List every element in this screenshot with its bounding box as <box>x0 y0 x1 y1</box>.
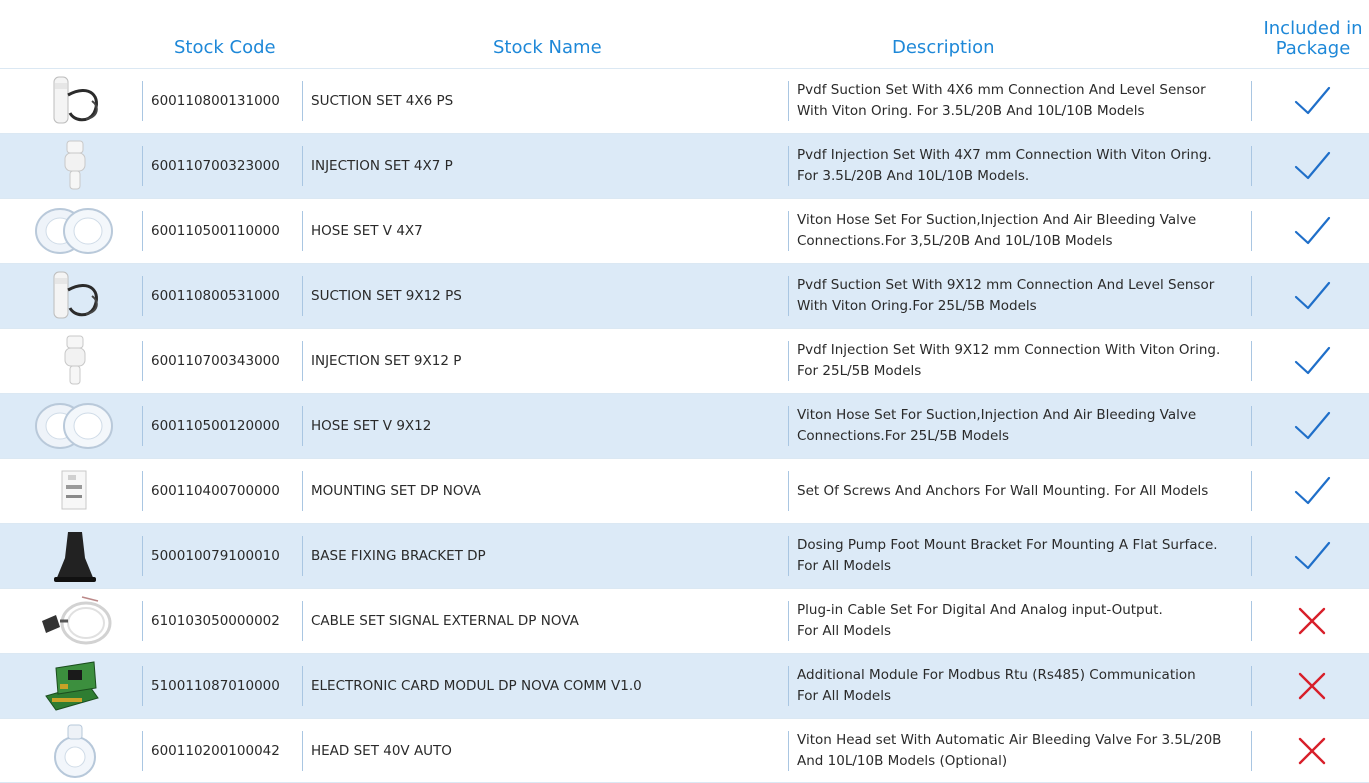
electronic-card-image <box>30 658 120 714</box>
header-stock-name: Stock Name <box>493 37 602 58</box>
header-description: Description <box>892 37 995 58</box>
description-line2: For All Models <box>797 688 891 704</box>
column-divider <box>788 341 789 381</box>
suction-set-image <box>30 73 120 129</box>
column-divider <box>1251 666 1252 706</box>
column-divider <box>1251 81 1252 121</box>
cross-icon <box>1293 667 1331 705</box>
check-icon <box>1293 537 1331 575</box>
column-divider <box>302 276 303 316</box>
stock-code: 600110700343000 <box>151 353 280 369</box>
description-line2: Connections.For 3,5L/20B And 10L/10B Models <box>797 233 1113 249</box>
description <box>797 199 1249 263</box>
stock-name: CABLE SET SIGNAL EXTERNAL DP NOVA <box>311 613 579 629</box>
column-divider <box>302 341 303 381</box>
stock-code: 600110500110000 <box>151 223 280 239</box>
description <box>797 589 1249 653</box>
table-row <box>0 588 1369 653</box>
stock-name: INJECTION SET 4X7 P <box>311 158 453 174</box>
header-included-line1: Included in <box>1263 18 1363 39</box>
description-line1: Plug-in Cable Set For Digital And Analog input-Output. <box>797 602 1163 618</box>
description-line2: And 10L/10B Models (Optional) <box>797 753 1008 769</box>
column-divider <box>788 471 789 511</box>
column-divider <box>788 406 789 446</box>
suction-set-image <box>30 268 120 324</box>
stock-name: SUCTION SET 4X6 PS <box>311 93 454 109</box>
column-divider <box>1251 601 1252 641</box>
check-icon <box>1293 407 1331 445</box>
description-line2: For All Models <box>797 623 891 639</box>
description-line2: For 3.5L/20B And 10L/10B Models. <box>797 168 1030 184</box>
column-divider <box>1251 406 1252 446</box>
table-row <box>0 198 1369 263</box>
column-divider <box>302 146 303 186</box>
column-divider <box>142 536 143 576</box>
cross-icon <box>1293 732 1331 770</box>
accessory-table <box>0 68 1369 783</box>
stock-code: 600110500120000 <box>151 418 280 434</box>
column-divider <box>788 536 789 576</box>
column-divider <box>302 406 303 446</box>
check-icon <box>1293 212 1331 250</box>
column-divider <box>142 406 143 446</box>
cross-icon <box>1293 602 1331 640</box>
column-divider <box>788 666 789 706</box>
stock-code: 610103050000002 <box>151 613 280 629</box>
stock-name: MOUNTING SET DP NOVA <box>311 483 481 499</box>
stock-name: BASE FIXING BRACKET DP <box>311 548 486 564</box>
header-included-line2: Package <box>1275 38 1351 59</box>
check-icon <box>1293 277 1331 315</box>
column-divider <box>302 471 303 511</box>
stock-name: HOSE SET V 9X12 <box>311 418 432 434</box>
description <box>797 654 1249 718</box>
description <box>797 524 1249 588</box>
check-icon <box>1293 82 1331 120</box>
hose-set-image <box>30 398 120 454</box>
column-divider <box>142 471 143 511</box>
column-divider <box>1251 536 1252 576</box>
description-line1: Set Of Screws And Anchors For Wall Mounting. For All Models <box>797 482 1209 499</box>
table-row <box>0 393 1369 458</box>
check-icon <box>1293 472 1331 510</box>
description <box>797 719 1249 783</box>
column-divider <box>788 211 789 251</box>
column-divider <box>1251 276 1252 316</box>
check-icon <box>1293 342 1331 380</box>
stock-code: 500010079100010 <box>151 548 280 564</box>
column-divider <box>142 666 143 706</box>
column-divider <box>302 536 303 576</box>
header-included-in-package <box>1258 19 1368 59</box>
injection-set-image <box>30 333 120 389</box>
description-line2: Connections.For 25L/5B Models <box>797 428 1010 444</box>
description <box>797 459 1249 523</box>
column-divider <box>142 276 143 316</box>
description-line2: For All Models <box>797 558 891 574</box>
stock-code: 510011087010000 <box>151 678 280 694</box>
column-divider <box>302 731 303 771</box>
description <box>797 394 1249 458</box>
description-line1: Additional Module For Modbus Rtu (Rs485) Communication <box>797 667 1196 683</box>
description-line2: With Viton Oring. For 3.5L/20B And 10L/10B Models <box>797 103 1145 119</box>
description <box>797 264 1249 328</box>
stock-name: ELECTRONIC CARD MODUL DP NOVA COMM V1.0 <box>311 678 642 694</box>
hose-set-image <box>30 203 120 259</box>
table-row <box>0 328 1369 393</box>
description-line1: Pvdf Injection Set With 9X12 mm Connection With Viton Oring. <box>797 342 1221 358</box>
stock-name: INJECTION SET 9X12 P <box>311 353 462 369</box>
stock-code: 600110700323000 <box>151 158 280 174</box>
stock-name: HEAD SET 40V AUTO <box>311 743 452 759</box>
stock-code: 600110800131000 <box>151 93 280 109</box>
column-divider <box>788 601 789 641</box>
header-stock-code: Stock Code <box>174 37 276 58</box>
column-divider <box>1251 471 1252 511</box>
column-divider <box>1251 731 1252 771</box>
table-row <box>0 523 1369 588</box>
description <box>797 69 1249 133</box>
description <box>797 134 1249 198</box>
column-divider <box>142 81 143 121</box>
column-divider <box>788 81 789 121</box>
column-divider <box>142 601 143 641</box>
column-divider <box>1251 341 1252 381</box>
cable-set-image <box>30 593 120 649</box>
description-line1: Viton Hose Set For Suction,Injection And Air Bleeding Valve <box>797 212 1197 228</box>
table-row <box>0 653 1369 718</box>
description-line2: With Viton Oring.For 25L/5B Models <box>797 298 1037 314</box>
column-divider <box>302 211 303 251</box>
mounting-set-image <box>30 463 120 519</box>
table-row <box>0 68 1369 133</box>
description-line1: Pvdf Injection Set With 4X7 mm Connection With Viton Oring. <box>797 147 1212 163</box>
column-divider <box>302 81 303 121</box>
bracket-image <box>30 528 120 584</box>
description-line2: For 25L/5B Models <box>797 363 922 379</box>
table-row <box>0 718 1369 783</box>
description-line1: Pvdf Suction Set With 9X12 mm Connection And Level Sensor <box>797 277 1215 293</box>
column-divider <box>788 731 789 771</box>
column-divider <box>302 601 303 641</box>
stock-name: SUCTION SET 9X12 PS <box>311 288 462 304</box>
description <box>797 329 1249 393</box>
stock-code: 600110200100042 <box>151 743 280 759</box>
column-divider <box>1251 211 1252 251</box>
stock-name: HOSE SET V 4X7 <box>311 223 423 239</box>
description-line1: Viton Head set With Automatic Air Bleeding Valve For 3.5L/20B <box>797 732 1222 748</box>
column-divider <box>1251 146 1252 186</box>
description-line1: Pvdf Suction Set With 4X6 mm Connection And Level Sensor <box>797 82 1206 98</box>
table-row <box>0 458 1369 523</box>
column-divider <box>142 211 143 251</box>
column-divider <box>142 146 143 186</box>
column-divider <box>142 731 143 771</box>
column-divider <box>142 341 143 381</box>
head-set-image <box>30 723 120 779</box>
column-divider <box>788 146 789 186</box>
check-icon <box>1293 147 1331 185</box>
stock-code: 600110400700000 <box>151 483 280 499</box>
description-line1: Viton Hose Set For Suction,Injection And Air Bleeding Valve <box>797 407 1197 423</box>
column-divider <box>788 276 789 316</box>
table-row <box>0 133 1369 198</box>
description-line1: Dosing Pump Foot Mount Bracket For Mounting A Flat Surface. <box>797 537 1218 553</box>
table-row <box>0 263 1369 328</box>
injection-set-image <box>30 138 120 194</box>
stock-code: 600110800531000 <box>151 288 280 304</box>
column-divider <box>302 666 303 706</box>
